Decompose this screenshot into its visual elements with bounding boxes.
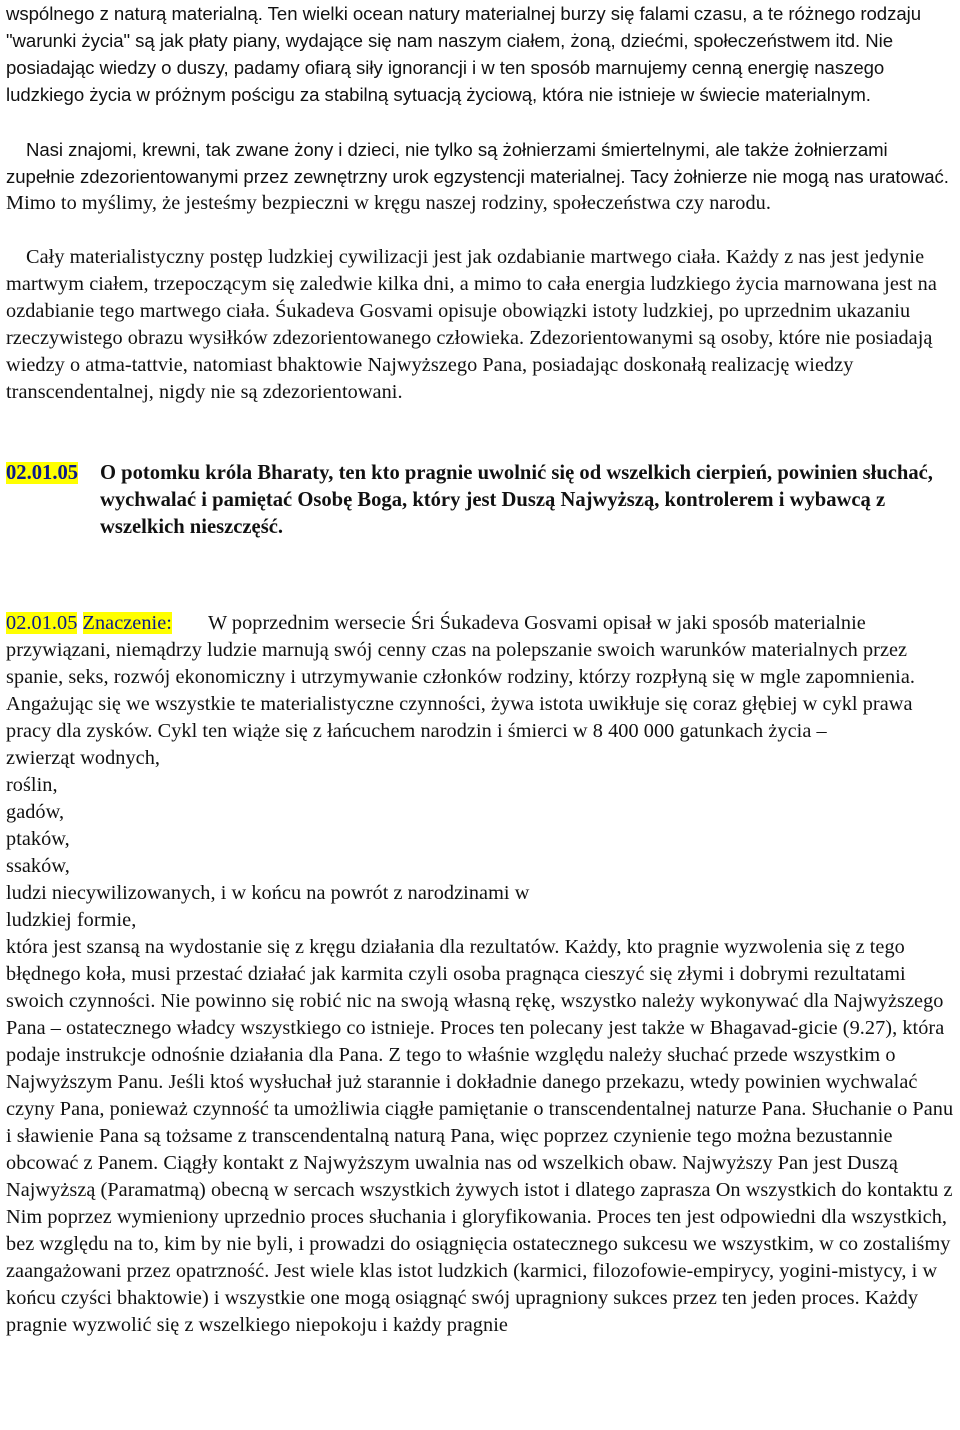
- paragraph-soldiers: [6, 136, 954, 217]
- paragraph-civilization-a: Cały materialistyczny postęp ludzkiej cywilizacji jest jak ozdabianie martwego ciała.: [26, 246, 721, 268]
- purport-closing: która jest szansą na wydostanie się z kręgu działania dla rezultatów. Każdy, kto pragnie wyzwolenia się z tego błędnego koła, musi przestać działać jak karmita czyli osoba pragnąca cieszyć się złymi i dobrymi rezultatami swoich czynności. Nie powinno się robić nic na swoją własną rękę, wszystko należy wykonywać dla Najwyższego Pana – ostatecznego władcy wszystkiego co istnieje. Proces ten polecany jest także w Bhagavad-gicie (9.27), która podaje instrukcje odnośnie działania dla Pana. Z tego to właśnie względu należy słuchać przede wszystkim o Najwyższym Panu. Jeśli ktoś wysłuchał już starannie i dokładnie danego przekazu, wtedy powinien wychwalać czyny Pana, ponieważ czynność ta umożliwia ciągłe pamiętanie o transcendentalnej naturze Pana. Słuchanie o Panu i sławienie Pana są tożsame z transcendentalną naturą Pana, więc poprzez czynienie tego można bezustannie obcować z Panem. Ciągły kontakt z Najwyższym uwalnia nas od wszelkich obaw. Najwyższy Pan jest Duszą Najwyższą (Paramatmą) obecną w sercach wszystkich żywych istot i dlatego zaprasza On wszystkich do kontaktu z Nim poprzez wymieniony uprzednio proces słuchania i gloryfikowania. Proces ten jest odpowiedni dla wszystkich, bez względu na to, kim by nie byli, i prowadzi do osiągnięcia ostatecznego sukcesu we wszystkim, w co zostaliśmy zaangażowani przez opatrzność. Jest wiele klas istot ludzkich (karmici, filozofowie-empirycy, yogini-mistycy, i w końcu czyści bhaktowie) i wszystkie one mogą osiągnąć swój upragniony sukces przez ten jeden proces. Każdy pragnie wyzwolić się z wszelkiego niepokoju i każdy pragnie: [6, 936, 954, 1336]
- list-item: ludzkiej formie,: [6, 909, 137, 931]
- paragraph-civilization-b: Każdy z nas jest jedynie martwym ciałem, trzepoczącym się zaledwie kilka dni, a mimo to cała energia ludzkiego życia marnowana jest na ozdabianie tego martwego ciała. Śukadeva Gosvami opisuje obowiązki istoty ludzkiej, po uprzednim ukazaniu rzeczywistego obrazu wysiłków zdezorientowanego człowieka. Zdezorientowanymi są osoby, które nie posiadają wiedzy o atma-tattvie, natomiast bhaktowie Najwyższego Pana, posiadając doskonałą realizację wiedzy transcendentalnej, nigdy nie są zdezorientowani.: [6, 246, 937, 403]
- list-item: zwierząt wodnych,: [6, 747, 161, 769]
- purport-label: Znaczenie:: [82, 612, 172, 634]
- paragraph-soldiers-serif: Mimo to myślimy, że jesteśmy bezpieczni w kręgu naszej rodziny, społeczeństwa czy narodu.: [6, 192, 771, 214]
- paragraph-civilization: [6, 244, 954, 406]
- verse-text: O potomku króla Bharaty, ten kto pragnie uwolnić się od wszelkich cierpień, powinien słuchać, wychwalać i pamiętać Osobę Boga, który jest Duszą Najwyższą, kontrolerem i wybawcą z wszelkich nieszczęść.: [100, 462, 933, 538]
- purport-number: 02.01.05: [6, 612, 78, 634]
- verse-block: [6, 460, 954, 541]
- verse-number-container: [6, 460, 100, 541]
- list-item: ptaków,: [6, 828, 70, 850]
- paragraph-ocean: wspólnego z naturą materialną. Ten wielki ocean natury materialnej burzy się falami czasu, a te różnego rodzaju "warunki życia" są jak płaty piany, wydające się nam naszym ciałem, żoną, dziećmi, społeczeństwem itd. Nie posiadając wiedzy o duszy, padamy ofiarą siły ignorancji i w ten sposób marnujemy cenną energię naszego ludzkiego życia w próżnym pościgu za stabilną sytuacją życiową, która nie istnieje w świecie materialnym.: [6, 3, 921, 105]
- verse-number: 02.01.05: [6, 462, 79, 484]
- list-item: gadów,: [6, 801, 65, 823]
- list-item: ludzi niecywilizowanych, i w końcu na powrót z narodzinami w: [6, 882, 530, 904]
- purport-intro: W poprzednim wersecie Śri Śukadeva Gosvami opisał w jaki sposób materialnie przywiązani, niemądrzy ludzie marnują swój cenny czas na polepszanie swoich warunków materialnych przez spanie, seks, rozwój ekonomiczny i utrzymywanie członków rodziny, którzy rozpłyną się w mgle zapomnienia. Angażując się we wszystkie te materialistyczne czynności, żywa istota uwikłuje się coraz głębiej w cykl prawa pracy dla zysków. Cykl ten wiąże się z łańcuchem narodzin i śmierci w 8 400 000 gatunkach życia –: [6, 612, 916, 742]
- list-item: roślin,: [6, 774, 58, 796]
- paragraph-soldiers-sans: Nasi znajomi, krewni, tak zwane żony i dzieci, nie tylko są żołnierzami śmiertelnymi, ale także żołnierzami zupełnie zdezorientowanymi przez zewnętrzny urok egzystencji materialnej. Tacy żołnierze nie mogą nas uratować.: [6, 139, 949, 187]
- purport-block: [6, 610, 954, 1339]
- list-item: ssaków,: [6, 855, 70, 877]
- purport-intro-row: [6, 610, 954, 745]
- purport-list: [6, 745, 954, 934]
